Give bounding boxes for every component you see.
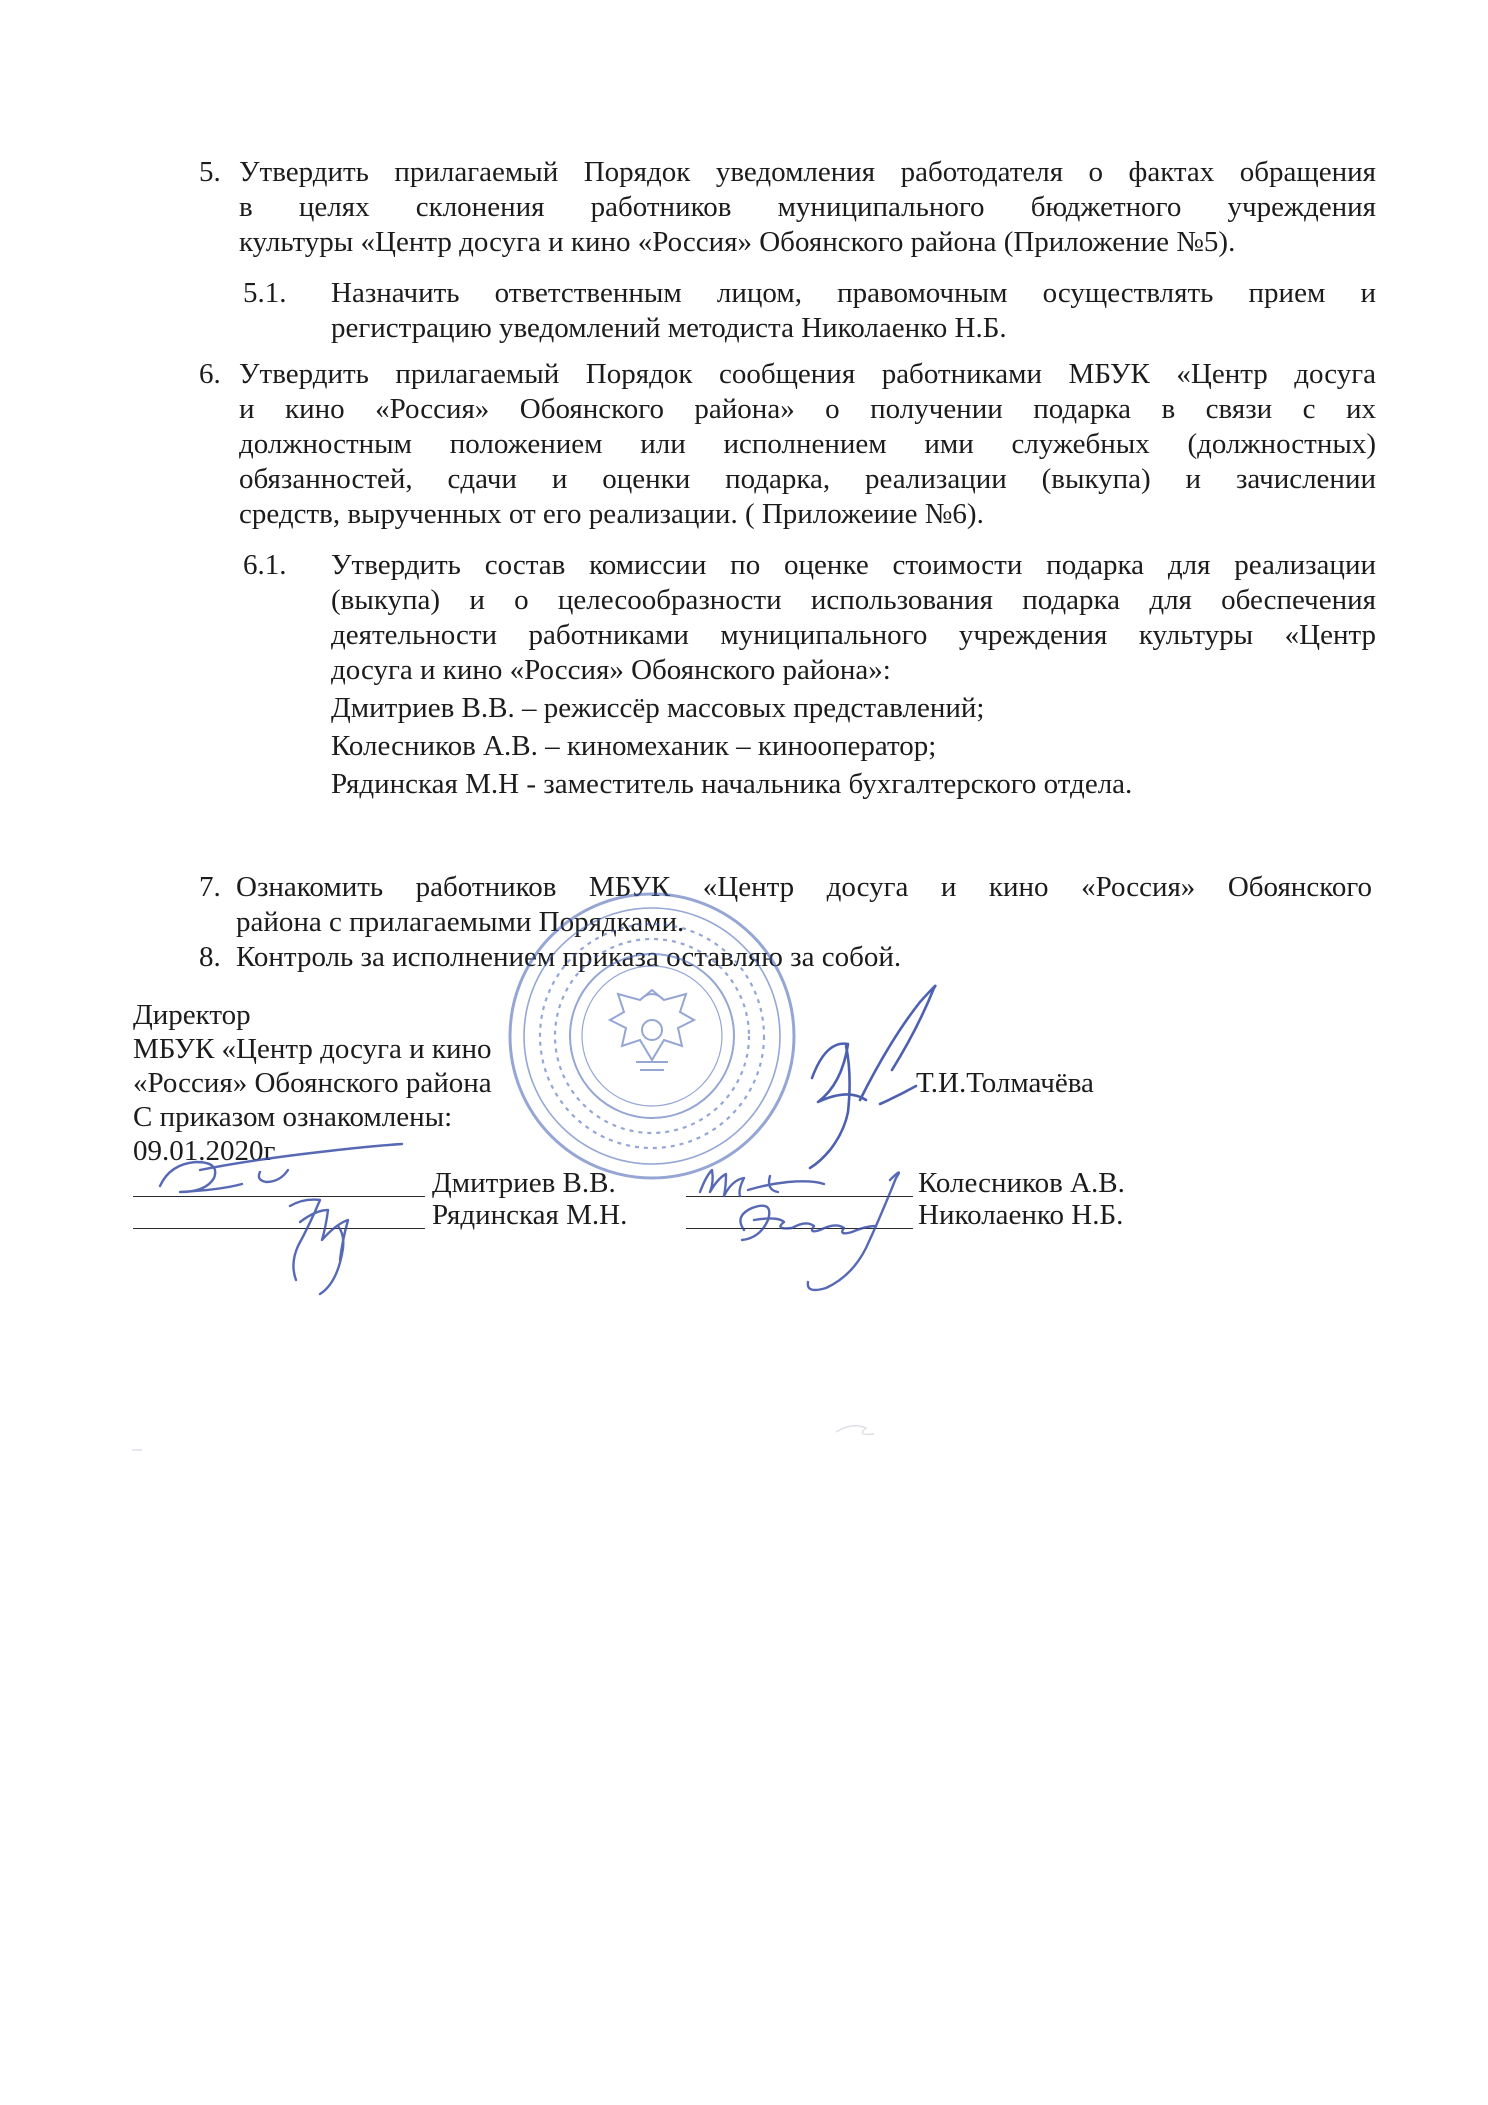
commission-member: Колесников А.В. – киномеханик – кинооператор;: [331, 730, 937, 762]
signature-kolesnikov: [700, 1170, 824, 1196]
acquainted-name: Николаенко Н.Б.: [918, 1199, 1124, 1231]
signature-ryadinskaya: [290, 1200, 348, 1294]
item-text-line: и кино «Россия» Обоянского района» о получении подарка в связи с их: [239, 393, 1376, 425]
signature-line: [133, 1196, 425, 1197]
item-number: 5.1.: [243, 277, 287, 309]
eagle-emblem-icon: [610, 990, 694, 1070]
item-text-line: в целях склонения работников муниципального бюджетного учреждения: [239, 191, 1376, 223]
item-text-line: Ознакомить работников МБУК «Центр досуга и кино «Россия» Обоянского: [236, 871, 1372, 903]
item-text-line: района с прилагаемыми Порядками.: [236, 906, 685, 938]
director-position-line: МБУК «Центр досуга и кино: [133, 1033, 492, 1065]
acquaintance-date: 09.01.2020г: [133, 1135, 276, 1167]
acquainted-name: Дмитриев В.В.: [432, 1167, 616, 1199]
signature-line: [686, 1228, 913, 1229]
item-text-line: Контроль за исполнением приказа оставляю за собой.: [236, 941, 902, 973]
signature-line: [686, 1196, 913, 1197]
item-text-line: досуга и кино «Россия» Обоянского района»:: [331, 654, 891, 686]
item-text-line: средств, вырученных от его реализации. ( Приложеиие №6).: [239, 498, 984, 530]
faint-pencil-mark: [132, 1426, 874, 1450]
item-text-line: культуры «Центр досуга и кино «Россия» Обоянского района (Приложение №5).: [239, 226, 1236, 258]
signature-line: [133, 1228, 425, 1229]
item-number: 7.: [199, 871, 221, 903]
item-number: 6.: [199, 358, 221, 390]
director-position-line: Директор: [133, 999, 251, 1031]
item-text-line: деятельности работниками муниципального учреждения культуры «Центр: [331, 619, 1376, 651]
item-text-line: (выкупа) и о целесообразности использования подарка для обеспечения: [331, 584, 1376, 616]
director-position-line: «Россия» Обоянского района: [133, 1067, 492, 1099]
acquainted-name: Колесников А.В.: [918, 1167, 1125, 1199]
item-number: 5.: [199, 156, 221, 188]
item-text-line: должностным положением или исполнением ими служебных (должностных): [239, 428, 1376, 460]
commission-member: Рядинская М.Н - заместитель начальника бухгалтерского отдела.: [331, 768, 1133, 800]
item-text-line: Назначить ответственным лицом, правомочным осуществлять прием и: [331, 277, 1376, 309]
item-text-line: Утвердить прилагаемый Порядок сообщения работниками МБУК «Центр досуга: [239, 358, 1376, 390]
acquainted-name: Рядинская М.Н.: [432, 1199, 628, 1231]
acquainted-label: С приказом ознакомлены:: [133, 1101, 453, 1133]
signature-block: [133, 998, 492, 1168]
item-text-line: Утвердить прилагаемый Порядок уведомления работодателя о фактах обращения: [239, 156, 1376, 188]
signature-nikolaenko: [740, 1172, 898, 1290]
item-text-line: обязанностей, сдачи и оценки подарка, реализации (выкупа) и зачислении: [239, 463, 1376, 495]
item-number: 8.: [199, 941, 221, 973]
commission-member: Дмитриев В.В. – режиссёр массовых представлений;: [331, 692, 985, 724]
item-number: 6.1.: [243, 549, 287, 581]
director-name: Т.И.Толмачёва: [916, 1067, 1094, 1099]
item-text-line: Утвердить состав комиссии по оценке стоимости подарка для реализации: [331, 549, 1376, 581]
item-text-line: регистрацию уведомлений методиста Николаенко Н.Б.: [331, 312, 1007, 344]
